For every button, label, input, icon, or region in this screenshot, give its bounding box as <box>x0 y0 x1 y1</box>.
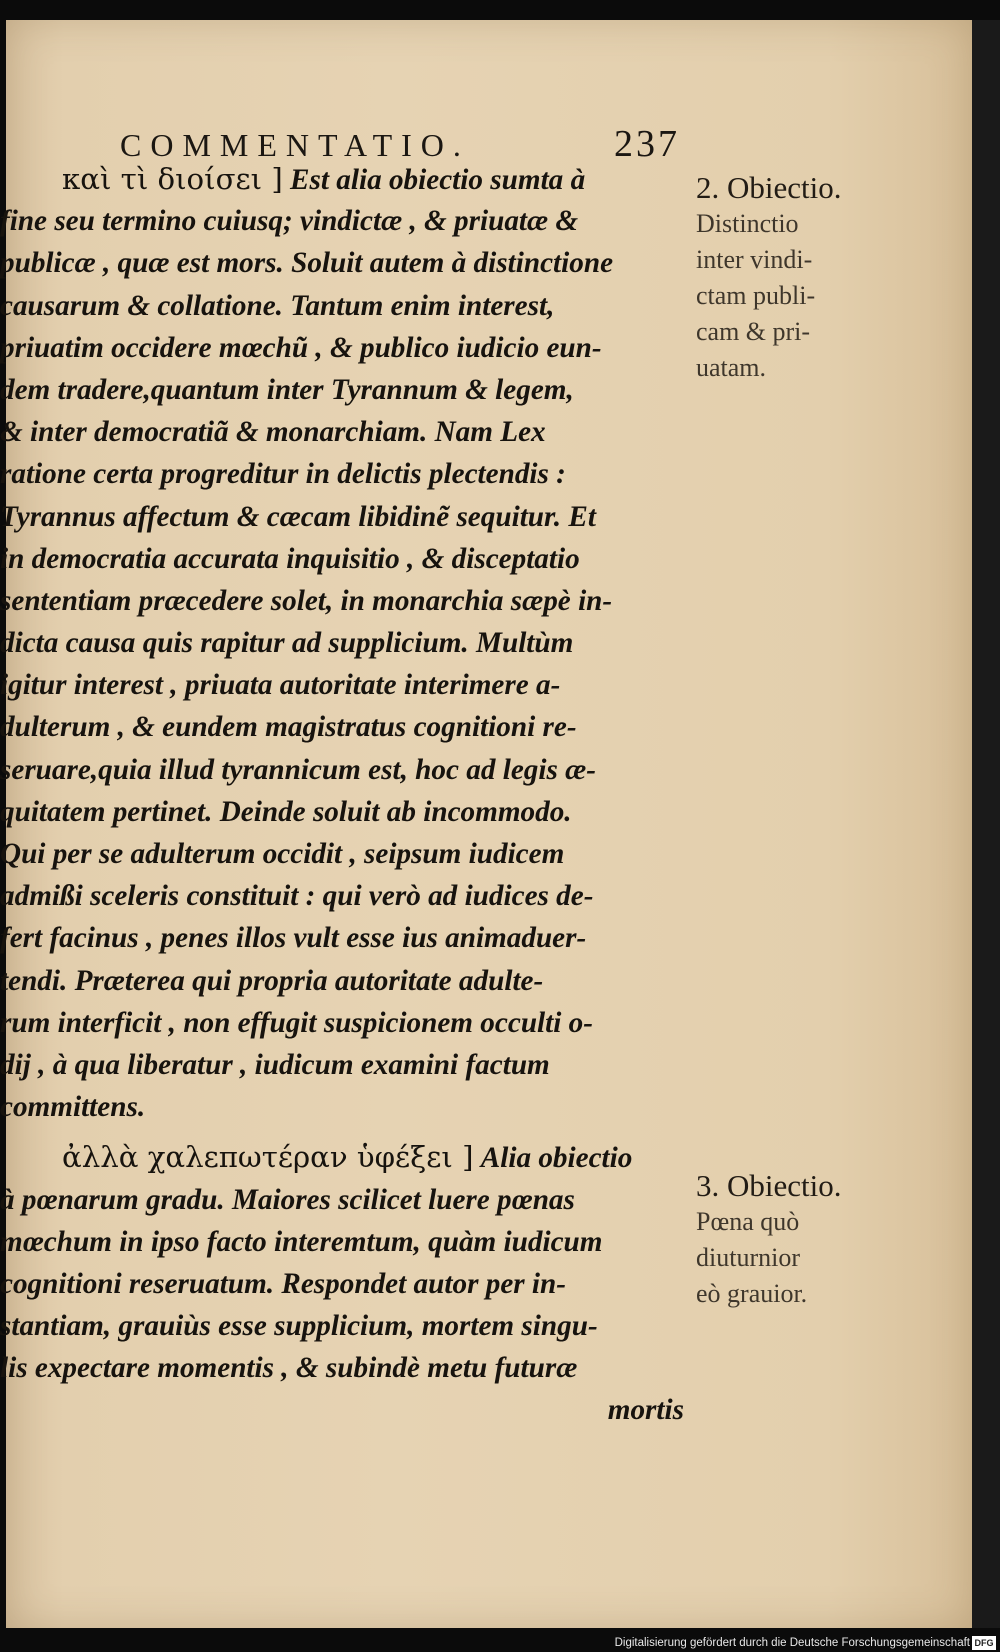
margin-note-line: Distinctio <box>696 209 799 238</box>
paragraph-2 <box>0 1136 690 1431</box>
text-line: dij , à qua liberatur , iudicum examini factum <box>0 1048 550 1081</box>
text-line: seruare,quia illud tyrannicum est, hoc ad legis æ- <box>0 753 596 786</box>
greek-lemma: ἀλλὰ χαλεπωτέραν ὑφέξει ] <box>62 1140 474 1175</box>
text-line: rum interficit , non effugit suspicionem occulti o- <box>0 1006 593 1039</box>
text-line: & inter democratiã & monarchiam. Nam Lex <box>0 416 546 449</box>
main-text-column <box>0 158 690 1432</box>
greek-lemma: καὶ τὶ διοίσει ] <box>62 162 283 196</box>
dfg-logo: DFG <box>972 1636 996 1650</box>
text-line <box>0 1136 690 1178</box>
text-line: in democratia accurata inquisitio , & disceptatio <box>0 542 580 575</box>
margin-note-heading: 3. Obiectio. <box>696 1168 842 1203</box>
text-line: ratione certa progreditur in delictis plectendis : <box>0 458 566 491</box>
scan-edge <box>972 20 1000 1628</box>
text-line: Qui per se adulterum occidit , seipsum iudicem <box>0 838 565 870</box>
catchword: mortis <box>607 1394 684 1427</box>
text-line: publicæ , quæ est mors. Soluit autem à distinctione <box>0 247 614 280</box>
text-line: à pœnarum gradu. Maiores scilicet luere pœnas <box>0 1183 575 1216</box>
text-line: dicta causa quis rapitur ad supplicium. Multùm <box>0 627 574 660</box>
text-line: dem tradere,quantum inter Tyrannum & legem, <box>0 373 574 406</box>
text-line: dulterum , & eundem magistratus cognitioni re- <box>0 711 577 744</box>
text-line-content: Est alia obiectio sumta à <box>282 164 586 196</box>
text-line <box>0 158 690 200</box>
text-line: committens. <box>0 1091 146 1124</box>
running-head <box>120 122 680 165</box>
text-line: stantiam, grauiùs esse supplicium, mortem singu- <box>0 1310 598 1343</box>
digitization-credit: Digitalisierung gefördert durch die Deutsche Forschungsgemeinschaft <box>614 1637 970 1649</box>
page-number: 237 <box>614 123 680 165</box>
text-line: admißi sceleris constituit : qui verò ad iudices de- <box>0 880 594 913</box>
text-line: priuatim occidere mœchũ , & publico iudicio eun- <box>0 331 602 364</box>
paragraph-1 <box>0 158 690 1128</box>
margin-note-line: diuturnior <box>696 1243 800 1272</box>
text-line: igitur interest , priuata autoritate interimere a- <box>0 669 561 702</box>
margin-note-heading: 2. Obiectio. <box>696 170 842 205</box>
running-title: COMMENTATIO. <box>120 127 470 163</box>
text-line: Tyrannus affectum & cæcam libidinẽ sequitur. Et <box>0 500 596 533</box>
margin-note-line: cam & pri- <box>696 317 811 346</box>
text-line: sententiam præcedere solet, in monarchia sæpè in- <box>0 584 613 617</box>
margin-note-objection-2 <box>696 170 866 386</box>
margin-note-line: inter vindi- <box>696 245 813 274</box>
text-line: cognitioni reseruatum. Respondet autor per in- <box>0 1267 566 1300</box>
text-line: tendi. Præterea qui propria autoritate adulte- <box>0 964 544 997</box>
margin-note-line: Pœna quò <box>696 1207 800 1236</box>
text-line: lis expectare momentis , & subindè metu futuræ <box>0 1352 578 1385</box>
margin-note-objection-3 <box>696 1168 866 1312</box>
text-line: fine seu termino cuiusq; vindictæ , & priuatæ & <box>0 205 579 238</box>
text-line: quitatem pertinet. Deinde soluit ab incommodo. <box>0 795 572 828</box>
margin-note-line: eò grauior. <box>696 1279 808 1308</box>
margin-note-line: ctam publi- <box>696 281 816 310</box>
margin-note-line: uatam. <box>696 353 767 382</box>
text-line: causarum & collatione. Tantum enim interest, <box>0 289 555 322</box>
text-line-content: Alia obiectio <box>473 1142 633 1175</box>
text-line: mœchum in ipso facto interemtum, quàm iudicum <box>0 1225 603 1258</box>
text-line: fert facinus , penes illos vult esse ius animaduer- <box>0 922 587 955</box>
